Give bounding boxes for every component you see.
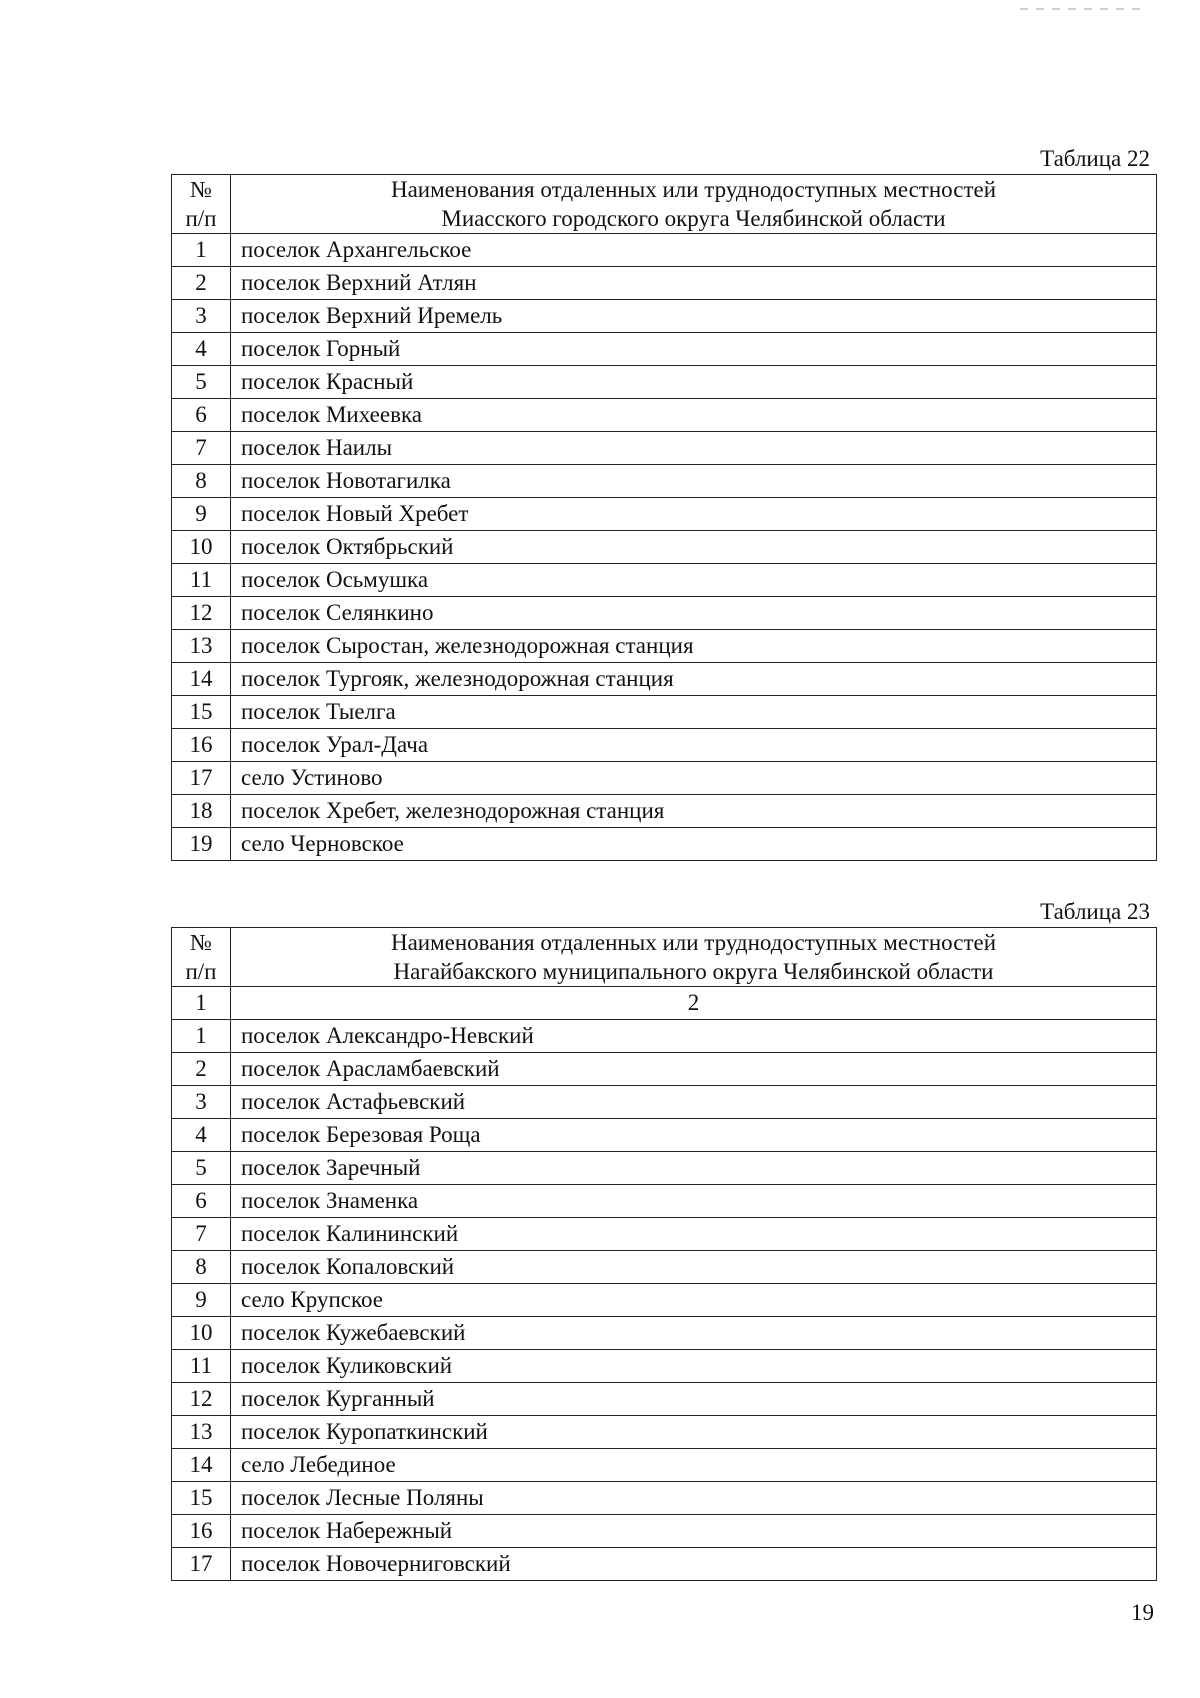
table-row xyxy=(172,465,1157,498)
row-number: 11 xyxy=(172,1350,231,1383)
locality-name: поселок Новый Хребет xyxy=(231,498,1157,531)
locality-name: поселок Заречный xyxy=(231,1152,1157,1185)
locality-name: поселок Урал-Дача xyxy=(231,729,1157,762)
locality-name: поселок Наилы xyxy=(231,432,1157,465)
locality-name: поселок Верхний Атлян xyxy=(231,267,1157,300)
locality-name: поселок Копаловский xyxy=(231,1251,1157,1284)
row-number: 5 xyxy=(172,1152,231,1185)
table-row xyxy=(172,1515,1157,1548)
locality-name: поселок Знаменка xyxy=(231,1185,1157,1218)
table-23 xyxy=(171,927,1157,1581)
row-number: 13 xyxy=(172,1416,231,1449)
table-row xyxy=(172,795,1157,828)
locality-name: село Крупское xyxy=(231,1284,1157,1317)
row-number: 10 xyxy=(172,1317,231,1350)
row-number: 11 xyxy=(172,564,231,597)
table-row xyxy=(172,1284,1157,1317)
table-row xyxy=(172,333,1157,366)
locality-name: поселок Астафьевский xyxy=(231,1086,1157,1119)
locality-name: поселок Селянкино xyxy=(231,597,1157,630)
row-number: 5 xyxy=(172,366,231,399)
locality-name: поселок Куропаткинский xyxy=(231,1416,1157,1449)
header-title-line-2: Нагайбакского муниципального округа Челябинской области xyxy=(393,959,994,984)
table-row xyxy=(172,597,1157,630)
table-row xyxy=(172,1218,1157,1251)
row-number: 8 xyxy=(172,1251,231,1284)
table-row xyxy=(172,300,1157,333)
locality-name: село Лебединое xyxy=(231,1449,1157,1482)
row-number: 18 xyxy=(172,795,231,828)
locality-name: поселок Хребет, железнодорожная станция xyxy=(231,795,1157,828)
locality-name: поселок Михеевка xyxy=(231,399,1157,432)
header-number-symbol: № xyxy=(190,177,212,202)
table-row xyxy=(172,1416,1157,1449)
locality-name: поселок Набережный xyxy=(231,1515,1157,1548)
row-number: 3 xyxy=(172,300,231,333)
header-title-line-1: Наименования отдаленных или труднодоступных местностей xyxy=(390,177,997,202)
row-number: 16 xyxy=(172,1515,231,1548)
row-number: 12 xyxy=(172,1383,231,1416)
row-number: 4 xyxy=(172,333,231,366)
locality-name: поселок Новочерниговский xyxy=(231,1548,1157,1581)
row-number: 19 xyxy=(172,828,231,861)
table-row xyxy=(172,1053,1157,1086)
row-number: 7 xyxy=(172,432,231,465)
table-row xyxy=(172,1086,1157,1119)
row-number: 9 xyxy=(172,1284,231,1317)
page-number: 19 xyxy=(1131,1600,1154,1625)
locality-name: поселок Курганный xyxy=(231,1383,1157,1416)
row-number: 8 xyxy=(172,465,231,498)
row-number: 2 xyxy=(172,267,231,300)
locality-name: поселок Тыелга xyxy=(231,696,1157,729)
locality-name: поселок Калининский xyxy=(231,1218,1157,1251)
locality-name: поселок Кужебаевский xyxy=(231,1317,1157,1350)
row-number: 2 xyxy=(172,1053,231,1086)
table-row xyxy=(172,564,1157,597)
locality-name: поселок Октябрьский xyxy=(231,531,1157,564)
table-row xyxy=(172,234,1157,267)
locality-name: село Черновское xyxy=(231,828,1157,861)
table-row xyxy=(172,432,1157,465)
table-row xyxy=(172,1548,1157,1581)
row-number: 17 xyxy=(172,1548,231,1581)
table-22-caption: Таблица 22 xyxy=(1040,146,1150,171)
table-row xyxy=(172,663,1157,696)
scan-artifact xyxy=(1020,8,1140,10)
header-title-line-2: Миасского городского округа Челябинской области xyxy=(441,206,946,231)
row-number: 13 xyxy=(172,630,231,663)
table-row xyxy=(172,1020,1157,1053)
column-number-2: 2 xyxy=(231,987,1157,1020)
table-row xyxy=(172,630,1157,663)
header-number-symbol: № xyxy=(190,930,212,955)
header-number-abbr: п/п xyxy=(185,206,217,231)
locality-name: поселок Архангельское xyxy=(231,234,1157,267)
table-row xyxy=(172,1317,1157,1350)
locality-name: поселок Сыростан, железнодорожная станция xyxy=(231,630,1157,663)
table-row xyxy=(172,498,1157,531)
locality-name: поселок Лесные Поляны xyxy=(231,1482,1157,1515)
table-row xyxy=(172,828,1157,861)
header-number-abbr: п/п xyxy=(185,959,217,984)
row-number: 15 xyxy=(172,1482,231,1515)
locality-name: поселок Александро-Невский xyxy=(231,1020,1157,1053)
column-number-row xyxy=(172,987,1157,1020)
row-number: 14 xyxy=(172,663,231,696)
row-number: 7 xyxy=(172,1218,231,1251)
table-header-row xyxy=(172,175,1157,234)
table-header-row xyxy=(172,928,1157,987)
row-number: 1 xyxy=(172,234,231,267)
row-number: 4 xyxy=(172,1119,231,1152)
locality-name: поселок Новотагилка xyxy=(231,465,1157,498)
header-title-cell xyxy=(231,175,1157,234)
header-title-line-1: Наименования отдаленных или труднодоступных местностей xyxy=(390,930,997,955)
locality-name: село Устиново xyxy=(231,762,1157,795)
locality-name: поселок Верхний Иремель xyxy=(231,300,1157,333)
locality-name: поселок Горный xyxy=(231,333,1157,366)
table-23-caption: Таблица 23 xyxy=(1040,899,1150,924)
table-row xyxy=(172,729,1157,762)
row-number: 17 xyxy=(172,762,231,795)
locality-name: поселок Арасламбаевский xyxy=(231,1053,1157,1086)
table-row xyxy=(172,366,1157,399)
header-title-cell xyxy=(231,928,1157,987)
row-number: 10 xyxy=(172,531,231,564)
locality-name: поселок Красный xyxy=(231,366,1157,399)
table-row xyxy=(172,399,1157,432)
header-number-cell xyxy=(172,928,231,987)
locality-name: поселок Осьмушка xyxy=(231,564,1157,597)
table-row xyxy=(172,1119,1157,1152)
locality-name: поселок Березовая Роща xyxy=(231,1119,1157,1152)
table-row xyxy=(172,1350,1157,1383)
table-row xyxy=(172,531,1157,564)
row-number: 6 xyxy=(172,1185,231,1218)
table-22 xyxy=(171,174,1157,861)
table-row xyxy=(172,696,1157,729)
table-row xyxy=(172,1482,1157,1515)
row-number: 1 xyxy=(172,1020,231,1053)
table-row xyxy=(172,1449,1157,1482)
row-number: 3 xyxy=(172,1086,231,1119)
row-number: 14 xyxy=(172,1449,231,1482)
header-number-cell xyxy=(172,175,231,234)
table-row xyxy=(172,1383,1157,1416)
table-row xyxy=(172,267,1157,300)
table-row xyxy=(172,1152,1157,1185)
table-row xyxy=(172,1185,1157,1218)
row-number: 16 xyxy=(172,729,231,762)
row-number: 12 xyxy=(172,597,231,630)
table-row xyxy=(172,1251,1157,1284)
column-number-1: 1 xyxy=(172,987,231,1020)
locality-name: поселок Тургояк, железнодорожная станция xyxy=(231,663,1157,696)
locality-name: поселок Куликовский xyxy=(231,1350,1157,1383)
row-number: 6 xyxy=(172,399,231,432)
row-number: 15 xyxy=(172,696,231,729)
table-row xyxy=(172,762,1157,795)
row-number: 9 xyxy=(172,498,231,531)
